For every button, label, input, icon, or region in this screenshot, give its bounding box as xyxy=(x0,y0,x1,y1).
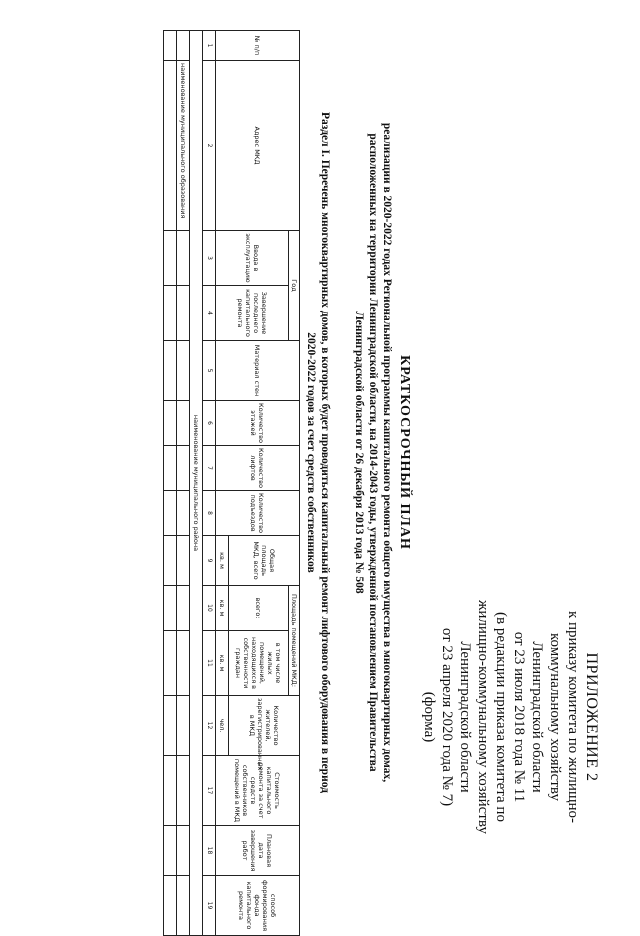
title-subline: реализации в 2020-2022 годах Региональной программы капитального ремонта общего имущества в многоквартирных домах, xyxy=(381,122,393,783)
appendix-line: от 23 апреля 2020 года № 7) xyxy=(439,627,455,807)
district-label: наименование муниципального района xyxy=(190,31,203,936)
header-row xyxy=(289,31,300,936)
municipality-row xyxy=(177,31,190,936)
title-subline: Ленинградской области от 26 декабря 2013 года № 508 xyxy=(353,311,365,594)
column-number: 5 xyxy=(203,341,216,401)
column-number: 8 xyxy=(203,491,216,536)
empty-cell xyxy=(164,696,177,756)
column-number: 19 xyxy=(203,876,216,936)
empty-cell xyxy=(164,586,177,631)
column-number: 6 xyxy=(203,401,216,446)
appendix-line: коммунальному хозяйству xyxy=(547,633,563,801)
empty-cell xyxy=(164,31,177,61)
column-number: 18 xyxy=(203,826,216,876)
appendix-line: (в редакции приказа комитета по xyxy=(493,612,509,822)
unit-premises-total: кв. м xyxy=(216,586,229,631)
empty-cell xyxy=(177,341,190,401)
empty-cell xyxy=(164,401,177,446)
header-wall-material: Материал стен xyxy=(216,341,300,401)
column-number: 12 xyxy=(203,696,216,756)
empty-cell xyxy=(164,756,177,826)
column-number: 11 xyxy=(203,631,216,696)
empty-cell xyxy=(177,826,190,876)
header-elevators: Количество лифтов xyxy=(216,446,300,491)
header-num: № п/п xyxy=(216,31,300,61)
district-row xyxy=(190,31,203,936)
column-number: 1 xyxy=(203,31,216,61)
empty-cell xyxy=(164,826,177,876)
table-row xyxy=(164,31,177,936)
appendix-line: (форма) xyxy=(421,691,437,743)
column-number: 10 xyxy=(203,586,216,631)
appendix-line: Ленинградской области xyxy=(529,641,545,793)
column-number: 3 xyxy=(203,231,216,286)
column-number: 17 xyxy=(203,756,216,826)
municipality-label: наименование муниципального образования xyxy=(177,61,190,231)
appendix-line: к приказу комитета по жилищно- xyxy=(565,610,581,824)
header-cost: Стоимость капитального ремонта за счет средств собственников помещений в МКД xyxy=(216,756,300,826)
empty-cell xyxy=(177,491,190,536)
appendix-line: жилищно-коммунальному хозяйству xyxy=(475,600,491,834)
empty-cell xyxy=(177,31,190,61)
empty-cell xyxy=(164,491,177,536)
empty-cell xyxy=(164,446,177,491)
header-entrances: Количество подъездов xyxy=(216,491,300,536)
column-number: 7 xyxy=(203,446,216,491)
page-title: КРАТКОСРОЧНЫЙ ПЛАН xyxy=(397,355,412,550)
column-number: 9 xyxy=(203,536,216,586)
section-heading xyxy=(304,30,332,875)
header-year-last-repair: Завершение последнего капитального ремонта xyxy=(216,286,289,341)
header-planned-date: Плановая дата завершения работ xyxy=(216,826,300,876)
empty-cell xyxy=(164,631,177,696)
header-fund-method: способ формирования фонда капитального ремонта xyxy=(216,876,300,936)
column-number: 2 xyxy=(203,61,216,231)
empty-cell xyxy=(164,341,177,401)
column-number-row xyxy=(203,31,216,936)
empty-cell xyxy=(177,876,190,936)
empty-cell xyxy=(177,286,190,341)
empty-cell xyxy=(177,536,190,586)
header-premises-residential: в том числе жилых помещений, находящихся в собственности граждан xyxy=(228,631,288,696)
empty-cell xyxy=(164,61,177,231)
header-premises-total: всего: xyxy=(228,586,288,631)
appendix-block xyxy=(420,537,600,897)
empty-cell xyxy=(177,401,190,446)
section-line: Раздел I. Перечень многоквартирных домов, в которых будет проводиться капитальный ремонт лифтового оборудования в период xyxy=(319,112,331,793)
header-year: Год xyxy=(289,231,300,341)
title-block xyxy=(352,60,412,845)
header-premises-area: Площадь помещений МКД: xyxy=(289,586,300,696)
appendix-heading: ПРИЛОЖЕНИЕ 2 xyxy=(583,652,600,782)
empty-cell xyxy=(164,536,177,586)
header-total-area: Общая площадь МКД, всего xyxy=(228,536,299,586)
plan-table xyxy=(163,30,300,936)
empty-cell xyxy=(177,231,190,286)
unit-residents: чел. xyxy=(216,696,229,756)
section-line: 2020-2022 годов за счет средств собственников xyxy=(305,332,317,573)
empty-cell xyxy=(164,231,177,286)
unit-total-area: кв. м xyxy=(216,536,229,586)
unit-premises-residential: кв. м xyxy=(216,631,229,696)
empty-cell xyxy=(164,876,177,936)
appendix-line: Ленинградской области xyxy=(457,641,473,793)
header-address: Адрес МКД xyxy=(216,61,300,231)
empty-cell xyxy=(177,586,190,631)
empty-cell xyxy=(177,446,190,491)
header-year-commission: Ввода в эксплуатацию xyxy=(216,231,289,286)
empty-cell xyxy=(177,696,190,756)
empty-cell xyxy=(177,756,190,826)
title-subline: расположенных на территории Ленинградской области, на 2014-2043 годы, утвержденной постановлением Правительства xyxy=(367,133,379,772)
header-residents: Количество жителей, зарегистрированных в МКД xyxy=(228,696,299,756)
column-number: 4 xyxy=(203,286,216,341)
header-floors: Количество этажей xyxy=(216,401,300,446)
empty-cell xyxy=(177,631,190,696)
empty-cell xyxy=(164,286,177,341)
appendix-line: от 23 июля 2018 года № 11 xyxy=(511,631,527,803)
